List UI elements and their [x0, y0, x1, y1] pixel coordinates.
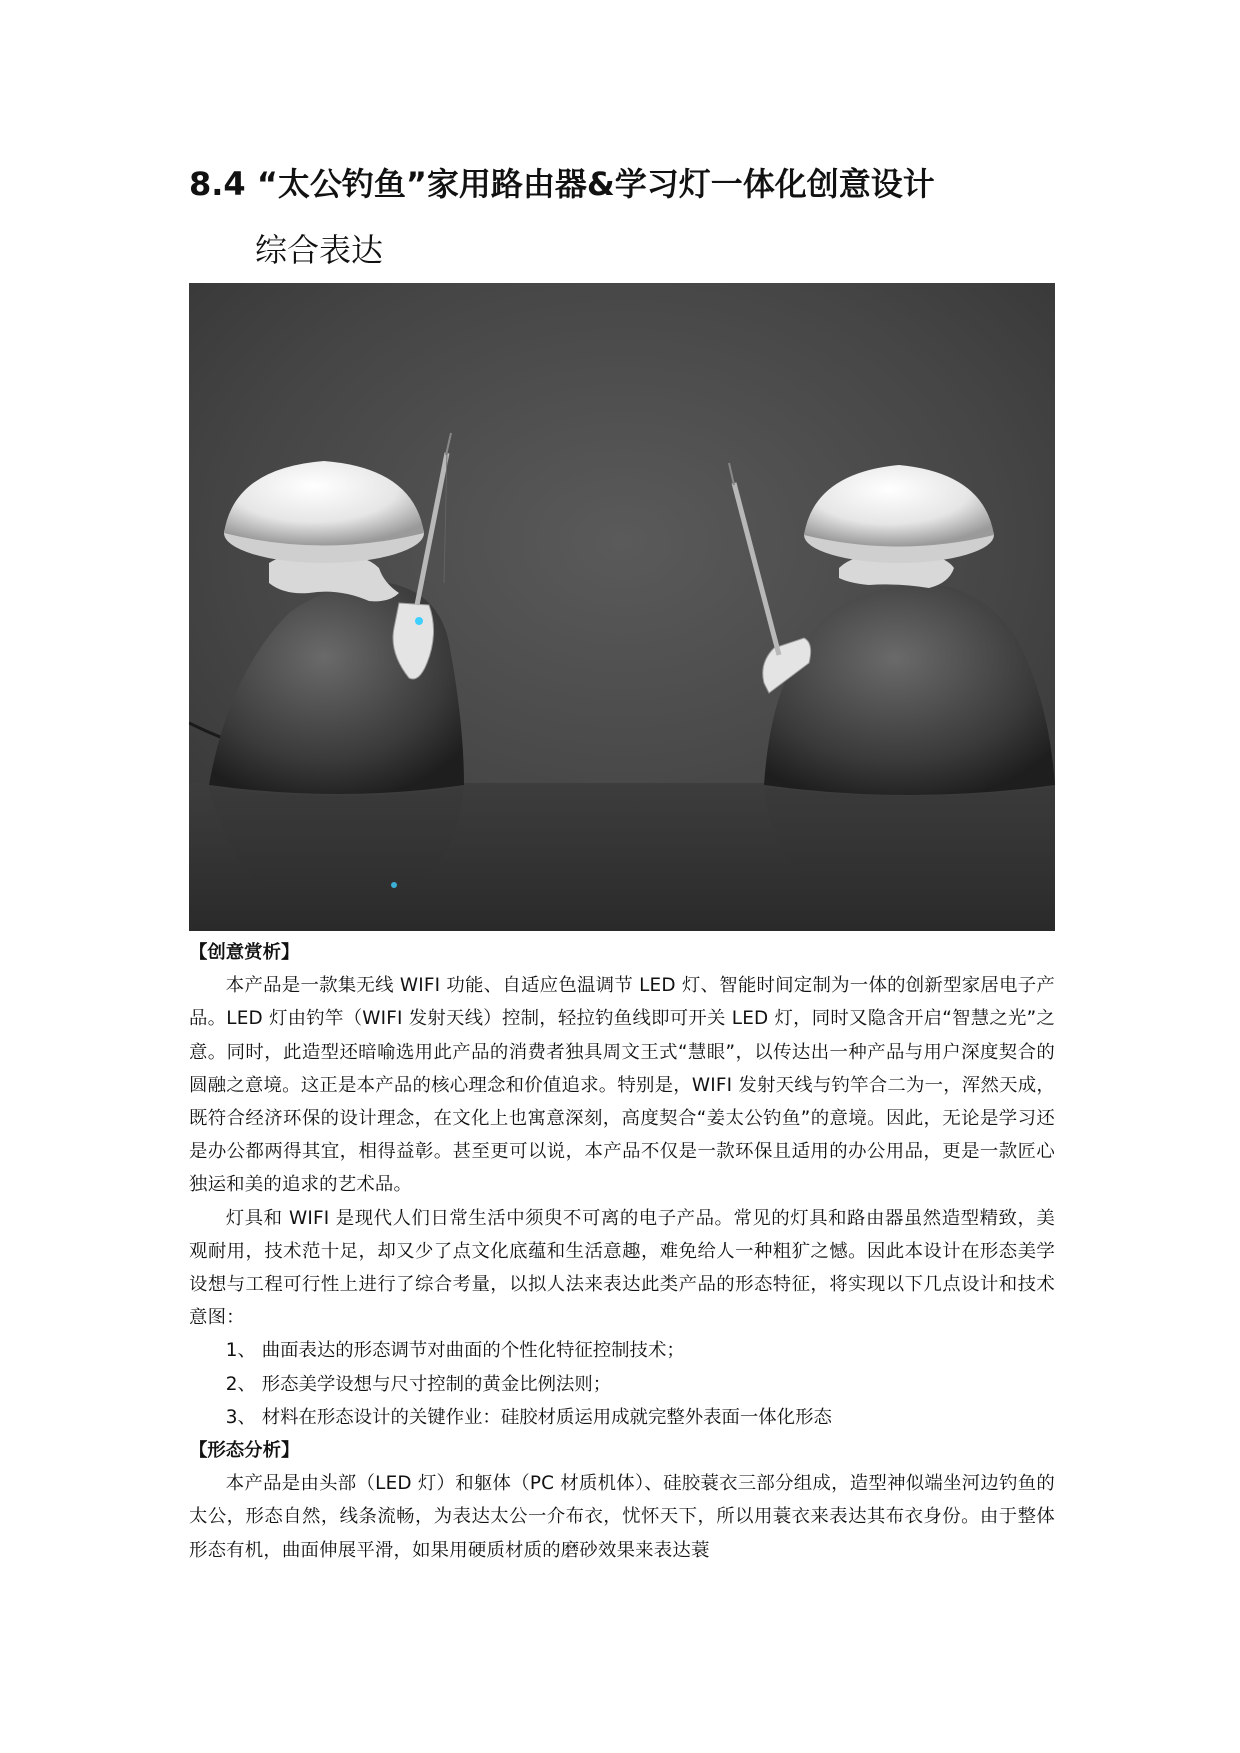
section-heading-creative: 【创意赏析】 [189, 942, 300, 963]
product-render-photo [189, 283, 1055, 931]
section-heading-form: 【形态分析】 [189, 1439, 300, 1461]
title-line-1: 8.4 “太公钓鱼”家用路由器&学习灯一体化创意设计 [189, 165, 935, 203]
paragraph-form-1: 本产品是由头部（LED 灯）和躯体（PC 材质机体）、硅胶蓑衣三部分组成，造型神似端坐河边钓鱼的太公，形态自然，线条流畅，为表达太公一介布衣，忧怀天下，所以用蓑衣来表达其布衣身份。由于整体形态有机，曲面伸展平滑，如果用硬质材质的磨砂效果来表达蓑 [189, 1473, 1055, 1561]
body-content [189, 936, 1055, 1567]
list-item: 3、 材料在形态设计的关键作业：硅胶材质运用成就完整外表面一体化形态 [225, 1406, 832, 1428]
list-item: 1、 曲面表达的形态调节对曲面的个性化特征控制技术； [225, 1340, 685, 1362]
title-line-2: 综合表达 [255, 231, 384, 269]
list-item: 2、 形态美学设想与尺寸控制的黄金比例法则； [225, 1373, 612, 1395]
paragraph-creative-2: 灯具和 WIFI 是现代人们日常生活中须臾不可离的电子产品。常见的灯具和路由器虽然造型精致，美观耐用，技术范十足，却又少了点文化底蕴和生活意趣，难免给人一种粗犷之憾。因此本设计在形态美学设想与工程可行性上进行了综合考量，以拟人法来表达此类产品的形态特征，将实现以下几点设计和技术意图： [189, 1207, 1055, 1329]
page-title [189, 162, 1089, 269]
paragraph-creative-1: 本产品是一款集无线 WIFI 功能、自适应色温调节 LED 灯、智能时间定制为一体的创新型家居电子产品。LED 灯由钓竿（WIFI 发射天线）控制，轻拉钓鱼线即可开关 LED 灯，同时又隐含开启“智慧之光”之意。同时，此造型还暗喻选用此产品的消费者独具周文王式“慧眼”，以传达出一种产品与用户深度契合的圆融之意境。这正是本产品的核心理念和价值追求。特别是，WIFI 发射天线与钓竿合二为一，浑然天成，既符合经济环保的设计理念，在文化上也寓意深刻，高度契合“姜太公钓鱼”的意境。因此，无论是学习还是办公都两得其宜，相得益彰。甚至更可以说，本产品不仅是一款环保且适用的办公用品，更是一款匠心独运和美的追求的艺术品。 [189, 975, 1055, 1196]
